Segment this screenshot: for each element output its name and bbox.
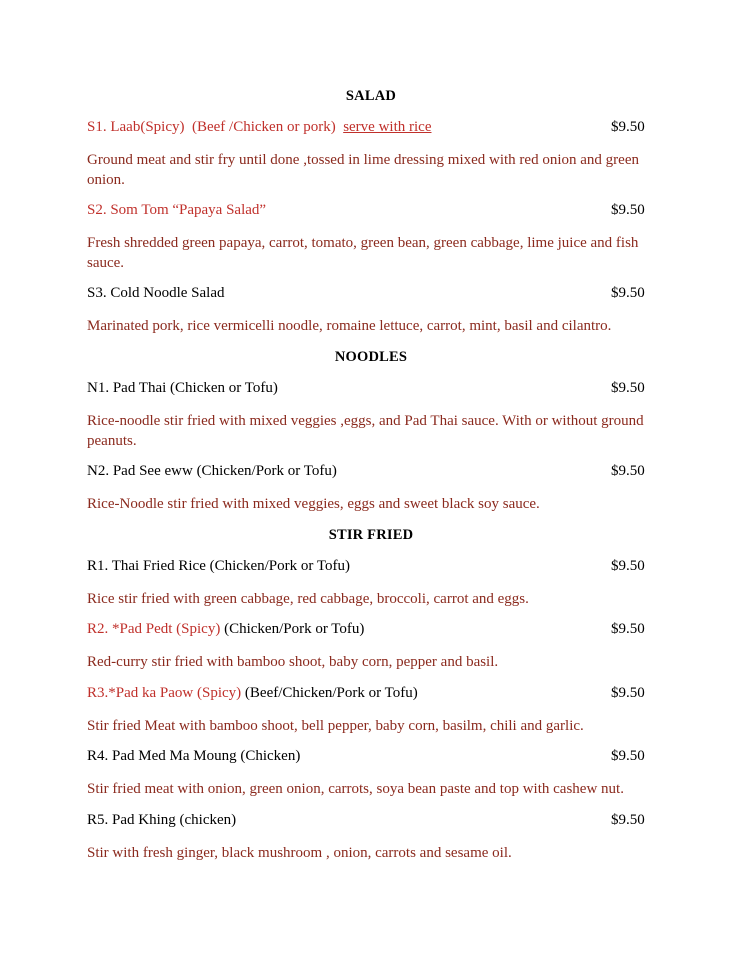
item-description-r2: Red-curry stir fried with bamboo shoot, baby corn, pepper and basil. (87, 654, 499, 670)
item-price: $9.50 (611, 812, 645, 828)
item-description-s3: Marinated pork, rice vermicelli noodle, romaine lettuce, carrot, mint, basil and cilantro. (87, 318, 612, 334)
item-price: $9.50 (611, 621, 645, 637)
menu-item-r3 (87, 685, 647, 707)
item-name: S2. Som Tom “Papaya Salad” (87, 202, 267, 218)
item-price: $9.50 (611, 685, 645, 701)
section-heading-salad: SALAD (345, 88, 397, 104)
item-name: S1. Laab(Spicy) (87, 119, 185, 135)
item-options: (Chicken/Pork or Tofu) (224, 621, 365, 637)
item-title (87, 621, 364, 638)
item-name: R4. Pad Med Ma Moung (Chicken) (87, 748, 301, 764)
item-name: R3.*Pad ka Paow (Spicy) (87, 685, 242, 701)
item-description-r3: Stir fried Meat with bamboo shoot, bell pepper, baby corn, basilm, chili and garlic. (87, 718, 584, 734)
item-price: $9.50 (611, 558, 645, 574)
menu-item-s2 (87, 202, 647, 224)
menu-item-n2 (87, 463, 647, 485)
item-name: N2. Pad See eww (Chicken/Pork or Tofu) (87, 463, 337, 479)
item-name: N1. Pad Thai (Chicken or Tofu) (87, 380, 278, 396)
section-heading-stir-fried: STIR FRIED (328, 527, 414, 543)
item-note: serve with rice (343, 119, 432, 135)
item-title (87, 119, 431, 136)
item-name: R5. Pad Khing (chicken) (87, 812, 237, 828)
menu-item-n1 (87, 380, 647, 402)
item-name: S3. Cold Noodle Salad (87, 285, 225, 301)
item-name: R1. Thai Fried Rice (Chicken/Pork or Tofu) (87, 558, 350, 574)
item-price: $9.50 (611, 380, 645, 396)
item-description-n2: Rice-Noodle stir fried with mixed veggies, eggs and sweet black soy sauce. (87, 496, 540, 512)
item-price: $9.50 (611, 285, 645, 301)
menu-item-s1 (87, 119, 647, 141)
item-description-r5: Stir with fresh ginger, black mushroom , onion, carrots and sesame oil. (87, 845, 512, 861)
menu-item-s3 (87, 285, 647, 307)
item-description-r1: Rice stir fried with green cabbage, red cabbage, broccoli, carrot and eggs. (87, 591, 529, 607)
menu-item-r1 (87, 558, 647, 580)
menu-item-r4 (87, 748, 647, 770)
item-price: $9.50 (611, 463, 645, 479)
menu-item-r2 (87, 621, 647, 643)
item-description-s1: Ground meat and stir fry until done ,tossed in lime dressing mixed with red onion and green onion. (87, 152, 639, 188)
item-description-r4: Stir fried meat with onion, green onion, carrots, soya bean paste and top with cashew nut. (87, 781, 624, 797)
item-description-n1: Rice-noodle stir fried with mixed veggies ,eggs, and Pad Thai sauce. With or without ground peanuts. (87, 413, 644, 449)
section-heading-noodles: NOODLES (334, 349, 408, 365)
item-name: R2. *Pad Pedt (Spicy) (87, 621, 221, 637)
item-description-s2: Fresh shredded green papaya, carrot, tomato, green bean, green cabbage, lime juice and fish sauce. (87, 235, 639, 271)
item-price: $9.50 (611, 748, 645, 764)
item-price: $9.50 (611, 119, 645, 135)
item-options: (Beef /Chicken or pork) (191, 119, 336, 135)
item-options: (Beef/Chicken/Pork or Tofu) (244, 685, 418, 701)
item-title (87, 685, 418, 702)
item-price: $9.50 (611, 202, 645, 218)
menu-item-r5 (87, 812, 647, 834)
